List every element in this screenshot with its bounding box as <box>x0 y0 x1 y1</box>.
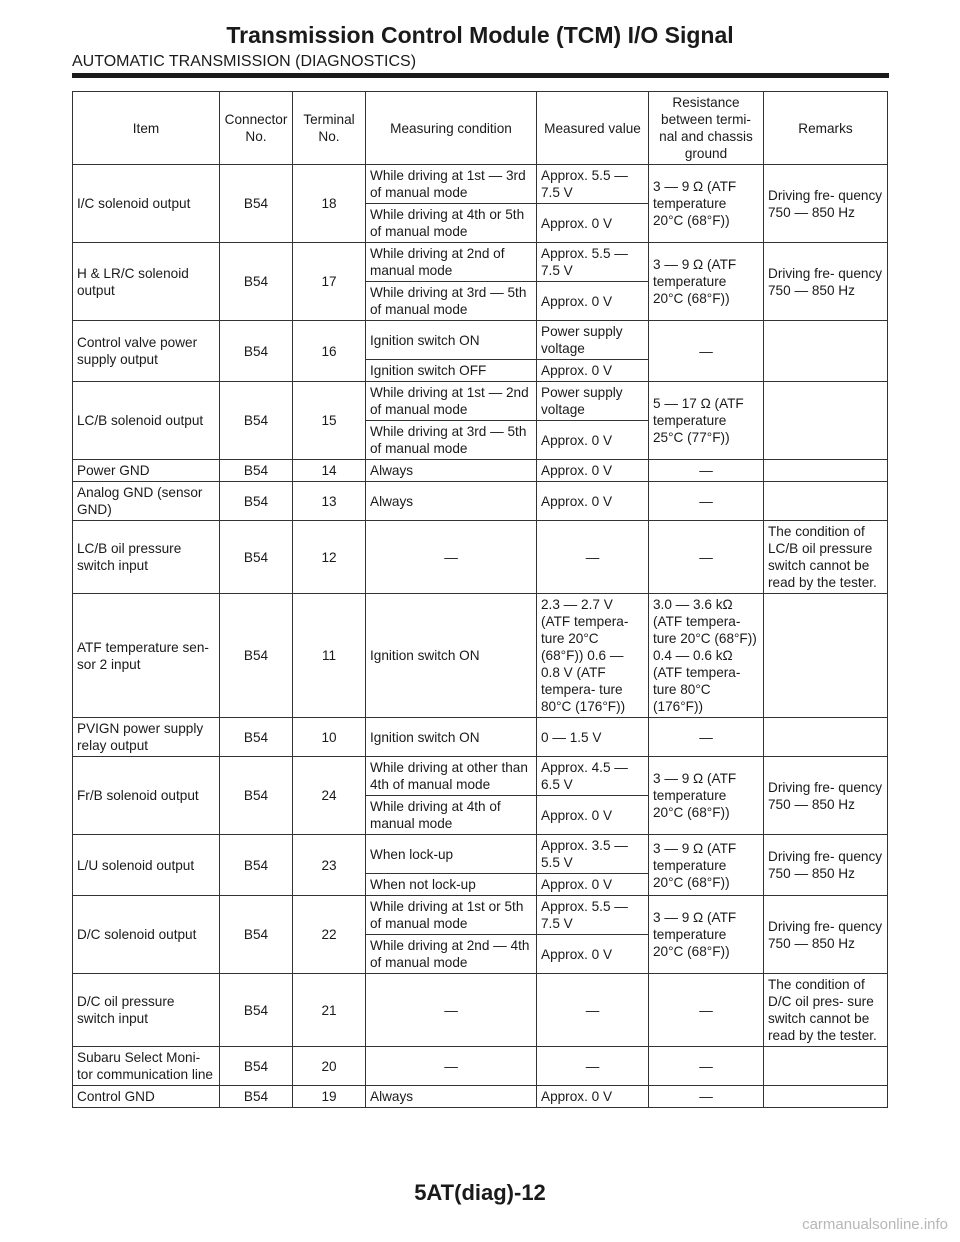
cell-terminal: 16 <box>293 321 366 382</box>
cell-item: LC/B solenoid output <box>73 382 220 460</box>
cell-item: Control GND <box>73 1086 220 1108</box>
cell-item: H & LR/C solenoid output <box>73 243 220 321</box>
cell-terminal: 17 <box>293 243 366 321</box>
cell-condition: While driving at 2nd of manual mode <box>366 243 537 282</box>
cell-remarks: Driving fre- quency 750 — 850 Hz <box>764 243 888 321</box>
cell-connector: B54 <box>220 460 293 482</box>
cell-condition: While driving at 1st — 3rd of manual mode <box>366 165 537 204</box>
table-body <box>73 165 888 1108</box>
cell-value: — <box>537 974 649 1047</box>
table-row <box>73 382 888 421</box>
cell-connector: B54 <box>220 594 293 718</box>
cell-condition: While driving at 4th of manual mode <box>366 796 537 835</box>
cell-connector: B54 <box>220 974 293 1047</box>
cell-remarks <box>764 321 888 382</box>
cell-item: I/C solenoid output <box>73 165 220 243</box>
cell-value: Approx. 5.5 — 7.5 V <box>537 165 649 204</box>
cell-value: Approx. 0 V <box>537 421 649 460</box>
cell-connector: B54 <box>220 896 293 974</box>
cell-remarks <box>764 718 888 757</box>
cell-value: Approx. 0 V <box>537 874 649 896</box>
cell-remarks: The condition of LC/B oil pressure switch cannot be read by the tester. <box>764 521 888 594</box>
col-header-item: Item <box>73 92 220 165</box>
cell-connector: B54 <box>220 835 293 896</box>
cell-connector: B54 <box>220 243 293 321</box>
cell-condition: Always <box>366 482 537 521</box>
io-signal-table <box>72 91 888 1108</box>
cell-terminal: 13 <box>293 482 366 521</box>
watermark: carmanualsonline.info <box>802 1216 948 1233</box>
section-heading: AUTOMATIC TRANSMISSION (DIAGNOSTICS) <box>72 53 417 70</box>
cell-value: Approx. 5.5 — 7.5 V <box>537 243 649 282</box>
cell-remarks <box>764 460 888 482</box>
col-header-resistance: Resistance between termi- nal and chassis ground <box>649 92 764 165</box>
cell-connector: B54 <box>220 718 293 757</box>
cell-condition: Ignition switch ON <box>366 594 537 718</box>
cell-resistance: — <box>649 321 764 382</box>
cell-condition: — <box>366 1047 537 1086</box>
cell-value: Approx. 4.5 — 6.5 V <box>537 757 649 796</box>
cell-item: Analog GND (sensor GND) <box>73 482 220 521</box>
cell-value: Approx. 3.5 — 5.5 V <box>537 835 649 874</box>
cell-connector: B54 <box>220 382 293 460</box>
cell-condition: — <box>366 974 537 1047</box>
table-row <box>73 835 888 874</box>
cell-value: Power supply voltage <box>537 382 649 421</box>
cell-value: — <box>537 1047 649 1086</box>
cell-value: Power supply voltage <box>537 321 649 360</box>
cell-value: Approx. 0 V <box>537 282 649 321</box>
cell-item: Subaru Select Moni- tor communication line <box>73 1047 220 1086</box>
cell-item: Power GND <box>73 460 220 482</box>
cell-resistance: — <box>649 1047 764 1086</box>
col-header-terminal: Terminal No. <box>293 92 366 165</box>
cell-condition: While driving at 1st — 2nd of manual mode <box>366 382 537 421</box>
cell-item: Fr/B solenoid output <box>73 757 220 835</box>
cell-item: PVIGN power supply relay output <box>73 718 220 757</box>
cell-condition: While driving at 4th or 5th of manual mode <box>366 204 537 243</box>
cell-terminal: 20 <box>293 1047 366 1086</box>
cell-terminal: 24 <box>293 757 366 835</box>
cell-connector: B54 <box>220 321 293 382</box>
cell-condition: Always <box>366 460 537 482</box>
cell-item: D/C solenoid output <box>73 896 220 974</box>
cell-connector: B54 <box>220 521 293 594</box>
cell-terminal: 15 <box>293 382 366 460</box>
page-number: 5AT(diag)-12 <box>414 1180 546 1205</box>
cell-value: Approx. 0 V <box>537 204 649 243</box>
table-row <box>73 482 888 521</box>
cell-terminal: 19 <box>293 1086 366 1108</box>
cell-remarks: Driving fre- quency 750 — 850 Hz <box>764 757 888 835</box>
table-row <box>73 321 888 360</box>
cell-condition: While driving at 3rd — 5th of manual mode <box>366 282 537 321</box>
col-header-remarks: Remarks <box>764 92 888 165</box>
table-header-row <box>73 92 888 165</box>
cell-condition: While driving at 2nd — 4th of manual mode <box>366 935 537 974</box>
table-row <box>73 521 888 594</box>
cell-value: Approx. 0 V <box>537 482 649 521</box>
cell-condition: When lock-up <box>366 835 537 874</box>
cell-terminal: 22 <box>293 896 366 974</box>
cell-resistance: 3 — 9 Ω (ATF temperature 20°C (68°F)) <box>649 896 764 974</box>
cell-remarks <box>764 482 888 521</box>
col-header-condition: Measuring condition <box>366 92 537 165</box>
cell-remarks <box>764 382 888 460</box>
cell-condition: — <box>366 521 537 594</box>
cell-remarks: Driving fre- quency 750 — 850 Hz <box>764 835 888 896</box>
cell-terminal: 14 <box>293 460 366 482</box>
page-title: Transmission Control Module (TCM) I/O Signal <box>226 22 734 48</box>
cell-remarks <box>764 1047 888 1086</box>
cell-value: — <box>537 521 649 594</box>
cell-terminal: 10 <box>293 718 366 757</box>
cell-resistance: 3 — 9 Ω (ATF temperature 20°C (68°F)) <box>649 165 764 243</box>
cell-item: D/C oil pressure switch input <box>73 974 220 1047</box>
table-row <box>73 1047 888 1086</box>
cell-resistance: — <box>649 974 764 1047</box>
cell-connector: B54 <box>220 482 293 521</box>
cell-connector: B54 <box>220 757 293 835</box>
table-row <box>73 1086 888 1108</box>
table-row <box>73 896 888 935</box>
table-row <box>73 594 888 718</box>
cell-value: Approx. 0 V <box>537 1086 649 1108</box>
cell-resistance: 3.0 — 3.6 kΩ (ATF tempera- ture 20°C (68°F)) 0.4 — 0.6 kΩ (ATF tempera- ture 80°C (176°F)) <box>649 594 764 718</box>
cell-condition: Ignition switch ON <box>366 718 537 757</box>
table-row <box>73 974 888 1047</box>
cell-value: 0 — 1.5 V <box>537 718 649 757</box>
cell-terminal: 12 <box>293 521 366 594</box>
cell-remarks: The condition of D/C oil pres- sure switch cannot be read by the tester. <box>764 974 888 1047</box>
cell-condition: When not lock-up <box>366 874 537 896</box>
cell-item: L/U solenoid output <box>73 835 220 896</box>
table-row <box>73 757 888 796</box>
cell-remarks <box>764 594 888 718</box>
cell-connector: B54 <box>220 165 293 243</box>
cell-condition: While driving at 1st or 5th of manual mode <box>366 896 537 935</box>
cell-item: ATF temperature sen- sor 2 input <box>73 594 220 718</box>
cell-condition: While driving at 3rd — 5th of manual mode <box>366 421 537 460</box>
cell-resistance: — <box>649 718 764 757</box>
cell-terminal: 21 <box>293 974 366 1047</box>
header-rule <box>72 73 889 78</box>
cell-resistance: 3 — 9 Ω (ATF temperature 20°C (68°F)) <box>649 243 764 321</box>
cell-resistance: — <box>649 1086 764 1108</box>
cell-connector: B54 <box>220 1047 293 1086</box>
cell-value: Approx. 0 V <box>537 796 649 835</box>
cell-resistance: 5 — 17 Ω (ATF temperature 25°C (77°F)) <box>649 382 764 460</box>
cell-remarks: Driving fre- quency 750 — 850 Hz <box>764 165 888 243</box>
cell-condition: While driving at other than 4th of manual mode <box>366 757 537 796</box>
cell-resistance: — <box>649 521 764 594</box>
cell-value: 2.3 — 2.7 V (ATF tempera- ture 20°C (68°F)) 0.6 — 0.8 V (ATF tempera- ture 80°C (176°F)) <box>537 594 649 718</box>
table-row <box>73 165 888 204</box>
cell-value: Approx. 0 V <box>537 360 649 382</box>
table-row <box>73 243 888 282</box>
cell-item: Control valve power supply output <box>73 321 220 382</box>
cell-terminal: 23 <box>293 835 366 896</box>
cell-resistance: 3 — 9 Ω (ATF temperature 20°C (68°F)) <box>649 757 764 835</box>
cell-remarks <box>764 1086 888 1108</box>
table-row <box>73 460 888 482</box>
cell-terminal: 11 <box>293 594 366 718</box>
cell-remarks: Driving fre- quency 750 — 850 Hz <box>764 896 888 974</box>
cell-resistance: — <box>649 482 764 521</box>
cell-resistance: — <box>649 460 764 482</box>
cell-resistance: 3 — 9 Ω (ATF temperature 20°C (68°F)) <box>649 835 764 896</box>
table-row <box>73 718 888 757</box>
cell-terminal: 18 <box>293 165 366 243</box>
col-header-value: Measured value <box>537 92 649 165</box>
cell-item: LC/B oil pressure switch input <box>73 521 220 594</box>
cell-condition: Ignition switch OFF <box>366 360 537 382</box>
cell-connector: B54 <box>220 1086 293 1108</box>
cell-condition: Always <box>366 1086 537 1108</box>
cell-value: Approx. 0 V <box>537 460 649 482</box>
cell-value: Approx. 5.5 — 7.5 V <box>537 896 649 935</box>
cell-value: Approx. 0 V <box>537 935 649 974</box>
cell-condition: Ignition switch ON <box>366 321 537 360</box>
col-header-connector: Connector No. <box>220 92 293 165</box>
